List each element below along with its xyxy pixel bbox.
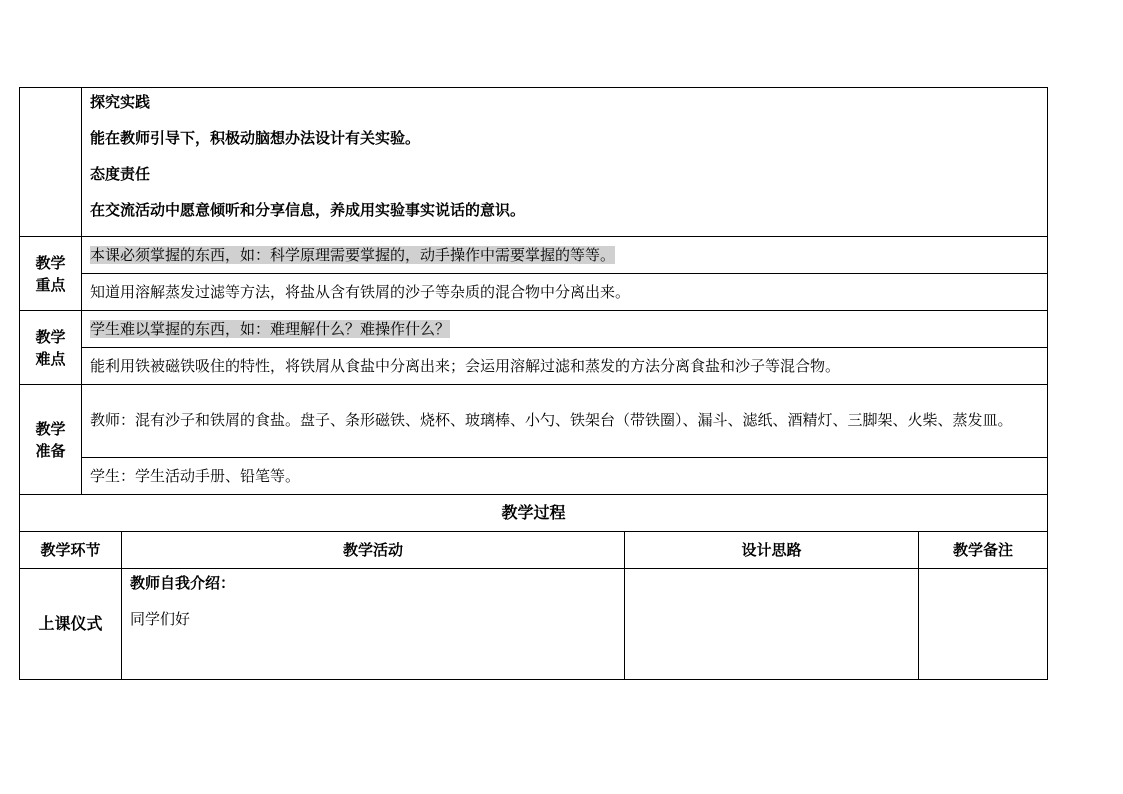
- attitude-heading: 态度责任: [90, 165, 151, 183]
- preparation-student: 学生：学生活动手册、铅笔等。: [82, 458, 1048, 495]
- difficult-points-hint-cell: [82, 311, 1048, 348]
- design-cell: [625, 569, 919, 680]
- key-points-content: 知道用溶解蒸发过滤等方法，将盐从含有铁屑的沙子等杂质的混合物中分离出来。: [82, 274, 1048, 311]
- difficult-points-row-1: [20, 311, 1048, 348]
- header-notes: 教学备注: [919, 532, 1048, 569]
- process-title-row: [20, 495, 1048, 532]
- preparation-label-line1: 教学: [35, 419, 66, 438]
- header-design: 设计思路: [625, 532, 919, 569]
- activity-text: 同学们好: [130, 610, 191, 628]
- process-row: [20, 569, 1048, 680]
- objectives-label-cell: [20, 88, 82, 237]
- notes-cell: [919, 569, 1048, 680]
- key-points-hint: 本课必须掌握的东西，如：科学原理需要掌握的，动手操作中需要掌握的等等。: [90, 246, 616, 264]
- activity-heading: 教师自我介绍：: [130, 574, 236, 592]
- key-points-row-1: [20, 237, 1048, 274]
- preparation-row-2: [20, 458, 1048, 495]
- key-points-hint-cell: [82, 237, 1048, 274]
- difficult-points-hint: 学生难以掌握的东西，如：难理解什么？难操作什么？: [90, 320, 451, 338]
- process-title: 教学过程: [20, 495, 1048, 532]
- key-points-label-line2: 重点: [35, 275, 66, 294]
- header-activity: 教学活动: [122, 532, 625, 569]
- lesson-plan-table: [19, 87, 1048, 680]
- practice-heading: 探究实践: [90, 93, 151, 111]
- header-stage: 教学环节: [20, 532, 122, 569]
- preparation-label: [20, 385, 82, 495]
- objectives-content-cell: [82, 88, 1048, 237]
- key-points-row-2: [20, 274, 1048, 311]
- practice-text: 能在教师引导下，积极动脑想办法设计有关实验。: [90, 129, 421, 147]
- difficult-points-content: 能利用铁被磁铁吸住的特性，将铁屑从食盐中分离出来；会运用溶解过滤和蒸发的方法分离食盐和沙子等混合物。: [82, 348, 1048, 385]
- preparation-row-1: [20, 385, 1048, 458]
- preparation-label-line2: 准备: [35, 441, 66, 460]
- difficult-points-row-2: [20, 348, 1048, 385]
- process-header-row: [20, 532, 1048, 569]
- stage-cell: 上课仪式: [20, 569, 122, 680]
- activity-cell: [122, 569, 625, 680]
- attitude-text: 在交流活动中愿意倾听和分享信息，养成用实验事实说话的意识。: [90, 201, 526, 219]
- difficult-points-label-line2: 难点: [35, 349, 66, 368]
- objectives-row: [20, 88, 1048, 237]
- preparation-teacher: 教师：混有沙子和铁屑的食盐。盘子、条形磁铁、烧杯、玻璃棒、小勺、铁架台（带铁圈）、漏斗、滤纸、酒精灯、三脚架、火柴、蒸发皿。: [82, 385, 1048, 458]
- difficult-points-label-line1: 教学: [35, 327, 66, 346]
- key-points-label-line1: 教学: [35, 253, 66, 272]
- difficult-points-label: [20, 311, 82, 385]
- key-points-label: [20, 237, 82, 311]
